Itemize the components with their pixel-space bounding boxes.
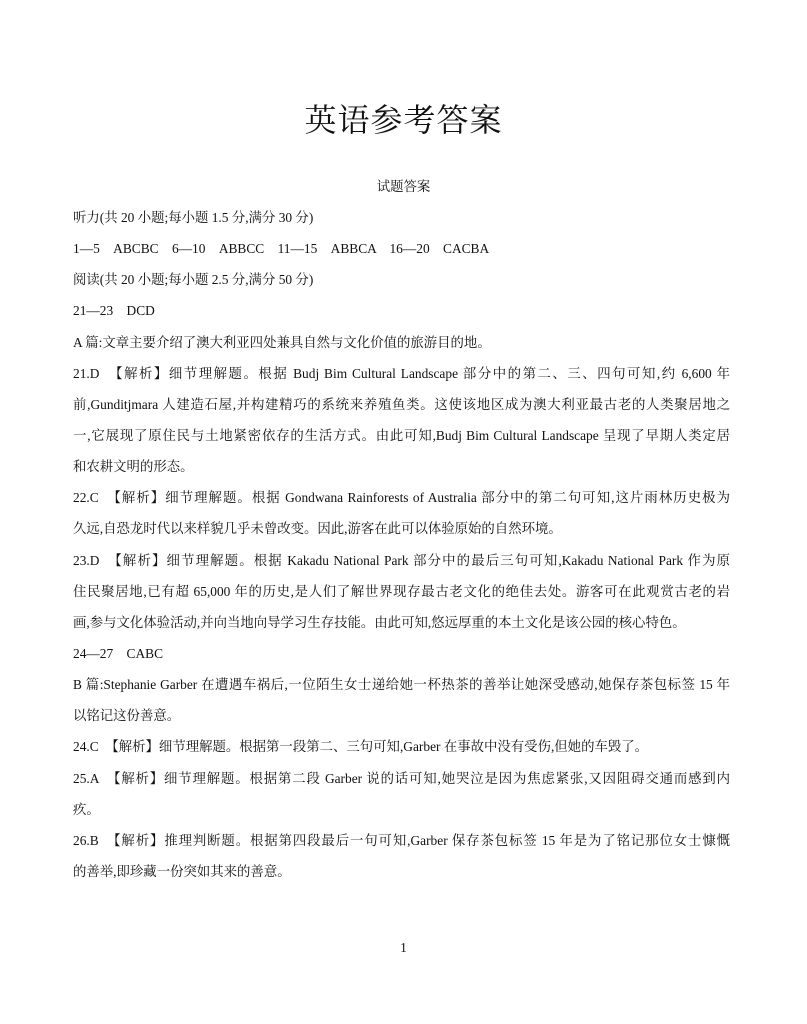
- explanation-24-line: 24.C 【解析】细节理解题。根据第一段第二、三句可知,Garber 在事故中没有受伤,但她的车毁了。: [73, 739, 649, 755]
- answer-body: [73, 202, 730, 887]
- page-number: 1: [400, 940, 407, 955]
- explanation-21-line: 前,Gunditjmara 人建造石屋,并构建精巧的系统来养殖鱼类。这使该地区成为澳大利亚最古老的人类聚居地之: [73, 396, 730, 412]
- passage-b-summary: 以铭记这份善意。: [73, 708, 181, 724]
- explanation-26-line: 26.B 【解析】推理判断题。根据第四段最后一句可知,Garber 保存茶包标签 15 年是为了铭记那位女士慷慨: [73, 832, 730, 848]
- explanation-23-line: 画,参与文化体验活动,并向当地向导学习生存技能。由此可知,悠远厚重的本土文化是该公园的核心特色。: [73, 614, 686, 630]
- page-title: 英语参考答案: [304, 102, 503, 138]
- explanation-21-line: 一,它展现了原住民与土地紧密依存的生活方式。由此可知,Budj Bim Cultural Landscape 呈现了早期人类定居: [73, 427, 730, 443]
- passage-a-summary: A 篇:文章主要介绍了澳大利亚四处兼具自然与文化价值的旅游目的地。: [73, 334, 491, 350]
- answer-key-24-27: 24—27 CABC: [73, 645, 164, 661]
- explanation-23-line: 住民聚居地,已有超 65,000 年的历史,是人们了解世界现存最古老文化的绝佳去处。游客可在此观赏古老的岩: [73, 583, 730, 599]
- answer-key-21-23: 21—23 DCD: [73, 303, 155, 319]
- listening-answer-key: 1—5 ABCBC 6—10 ABBCC 11—15 ABBCA 16—20 CACBA: [73, 241, 490, 257]
- explanation-23-line: 23.D 【解析】细节理解题。根据 Kakadu National Park 部分中的最后三句可知,Kakadu National Park 作为原: [73, 552, 730, 568]
- explanation-22-line: 22.C 【解析】细节理解题。根据 Gondwana Rainforests of Australia 部分中的第二句可知,这片雨林历史极为: [73, 490, 730, 506]
- listening-section-header: 听力(共 20 小题;每小题 1.5 分,满分 30 分): [73, 210, 314, 225]
- passage-b-summary: B 篇:Stephanie Garber 在遭遇车祸后,一位陌生女士递给她一杯热茶的善举让她深受感动,她保存茶包标签 15 年: [73, 677, 730, 693]
- explanation-26-line: 的善举,即珍藏一份突如其来的善意。: [73, 863, 291, 879]
- explanation-22-line: 久远,自恐龙时代以来样貌几乎未曾改变。因此,游客在此可以体验原始的自然环境。: [73, 521, 562, 537]
- explanation-25-line: 疚。: [73, 801, 100, 817]
- explanation-25-line: 25.A 【解析】细节理解题。根据第二段 Garber 说的话可知,她哭泣是因为焦虑紧张,又因阻碍交通而感到内: [73, 770, 730, 786]
- explanation-21-line: 和农耕文明的形态。: [73, 459, 194, 475]
- reading-section-header: 阅读(共 20 小题;每小题 2.5 分,满分 50 分): [73, 272, 314, 288]
- explanation-21-line: 21.D 【解析】细节理解题。根据 Budj Bim Cultural Landscape 部分中的第二、三、四句可知,约 6,600 年: [73, 365, 730, 381]
- section-heading: 试题答案: [376, 179, 431, 194]
